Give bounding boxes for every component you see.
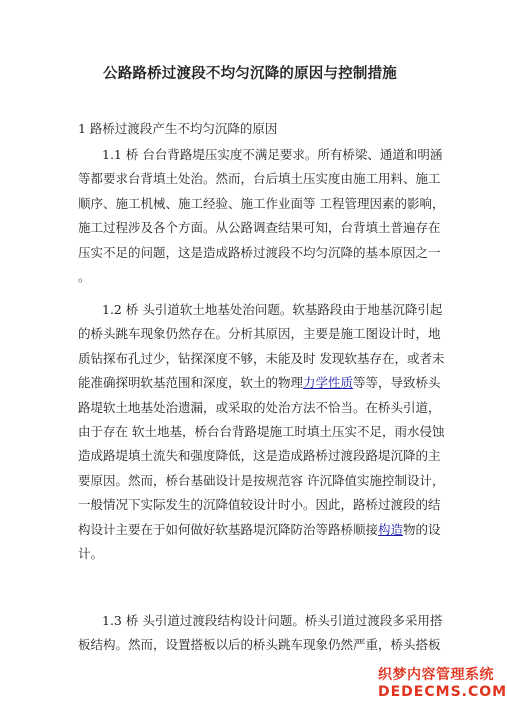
paragraph-line-with-link <box>78 518 441 542</box>
paragraph-line: 要原因。然而，桥台基础设计是按规范容 许沉降值实施控制设计， <box>78 472 445 488</box>
paragraph-line: 质钻探布孔过少，钻探深度不够，未能及时 发现软基存在，或者未 <box>78 350 445 366</box>
paragraph-line: 造成路堤填土流失和强度降低，这是造成路桥过渡段路堤沉降的主 <box>78 448 441 464</box>
paragraph-line: 路堤软土地基处治遗漏，或采取的处治方法不恰当。在桥头引道， <box>78 399 441 415</box>
paragraph-line: 施工过程涉及各个方面。从公路调查结果可知，台背填土普遍存在 <box>78 220 441 236</box>
watermark-english-text: DEDECMS.COM <box>378 684 507 700</box>
paragraph-line: 1.1 桥 台台背路堤压实度不满足要求。所有桥梁、通道和明涵 <box>102 147 443 162</box>
paragraph-line: 。 <box>78 268 91 284</box>
paragraph-text: 能准确探明软基范围和深度，软土的物理 <box>78 375 304 391</box>
paragraph-line: 1.2 桥 头引道软土地基处治问题。软基路段由于地基沉降引起 <box>102 302 443 317</box>
paragraph-line: 1.3 桥 头引道过渡段结构设计问题。桥头引道过渡段多采用搭 <box>102 613 443 628</box>
paragraph-1-1 <box>78 143 445 289</box>
watermark-chinese-text: 织梦内容管理系统 <box>378 667 494 683</box>
document-title: 公路路桥过渡段不均匀沉降的原因与控制措施 <box>103 65 397 82</box>
paragraph-line-with-link <box>78 371 441 395</box>
mechanical-properties-link[interactable]: 力学性质 <box>303 375 354 391</box>
paragraph-line: 板结构。然而，设置搭板以后的桥头跳车现象仍然严重，桥头搭板 <box>78 637 441 653</box>
paragraph-line: 一般情况下实际发生的沉降值较设计时小。因此，路桥过渡段的结 <box>78 497 441 513</box>
paragraph-line: 由于存在 软土地基，桥台台背路堤施工时填土压实不足，雨水侵蚀 <box>78 423 445 439</box>
paragraph-text: 物的设 <box>403 521 441 537</box>
paragraph-line: 的桥头跳车现象仍然存在。分析其原因，主要是施工图设计时，地 <box>78 326 441 342</box>
paragraph-line: 压实不足的问题，这是造成路桥过渡段不均匀沉降的基本原因之一 <box>78 244 441 260</box>
paragraph-1-2 <box>78 298 445 566</box>
paragraph-text: 构设计主要在于如何做好软基路堤沉降防治等路桥顺接 <box>78 521 379 537</box>
paragraph-text: 等等，导致桥头 <box>353 375 441 391</box>
structure-link[interactable]: 构造 <box>378 521 404 537</box>
paragraph-line: 等都要求台背填土处治。然而，台后填土压实度由施工用料、施工 <box>78 171 441 187</box>
paragraph-line: 计。 <box>78 545 104 561</box>
paragraph-1-3 <box>78 609 443 658</box>
section-heading: 1 路桥过渡段产生不均匀沉降的原因 <box>78 121 278 136</box>
dedecms-watermark <box>378 667 507 701</box>
paragraph-line: 顺序、施工机械、施工经验、施工作业面等 工程管理因素的影响， <box>78 195 445 211</box>
